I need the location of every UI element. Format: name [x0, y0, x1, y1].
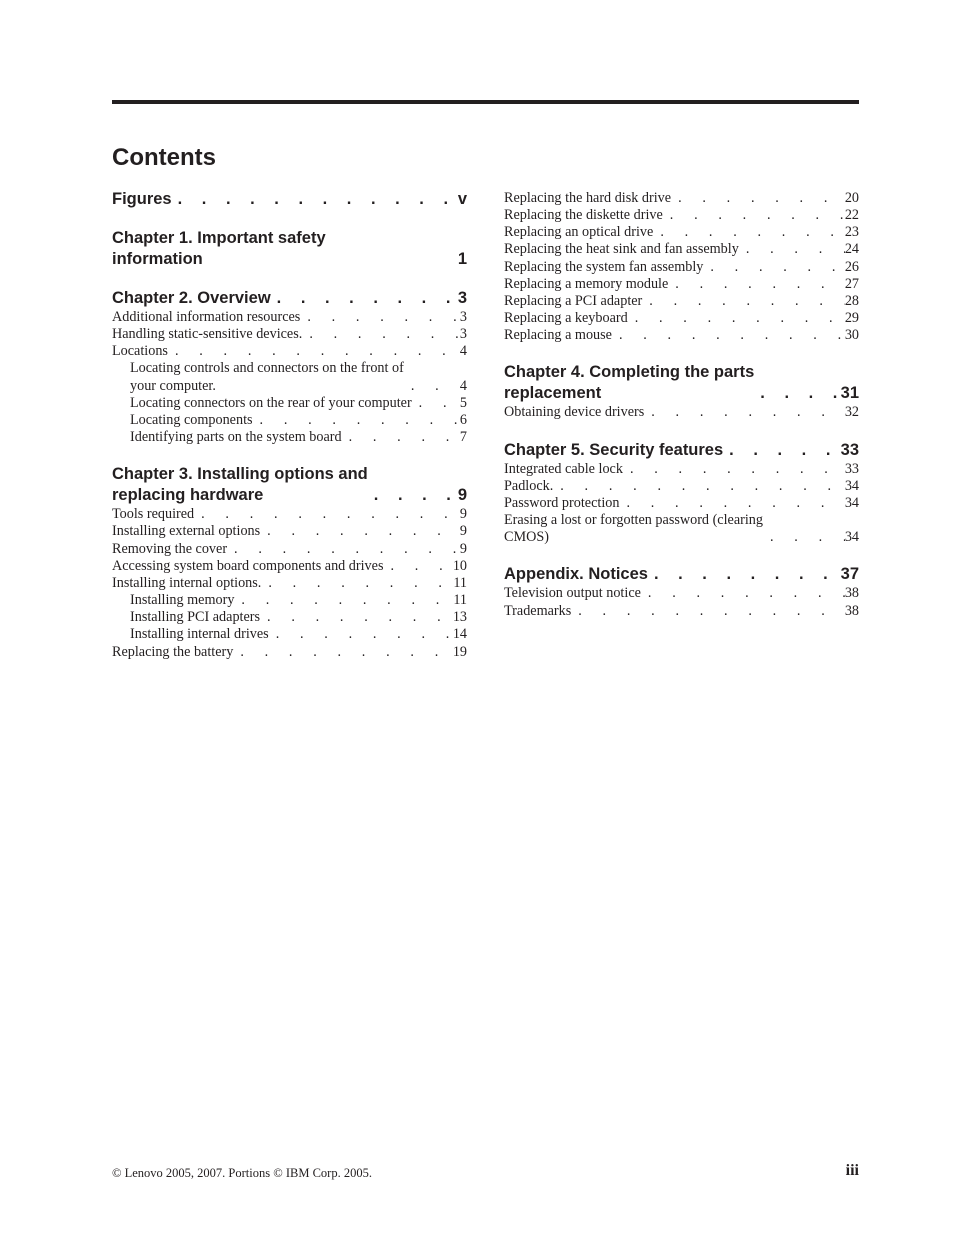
toc-label: Replacing the hard disk drive	[504, 190, 672, 206]
toc-page-number: 27	[844, 275, 859, 292]
toc-page-number: 3	[459, 309, 467, 325]
toc-page-number: 34	[844, 477, 859, 494]
dot-leader	[194, 506, 460, 523]
toc-page-number: 28	[844, 292, 859, 309]
dot-leader	[641, 585, 845, 602]
toc-page-number: 9	[459, 506, 467, 523]
toc-chapter-heading[interactable]	[504, 440, 859, 461]
toc-page-number: 19	[452, 643, 467, 660]
dot-leader	[412, 395, 460, 412]
toc-page-number: 9	[457, 486, 467, 505]
toc-entry[interactable]	[112, 506, 467, 523]
toc-label: Replacing the diskette drive	[504, 207, 663, 224]
toc-label: Replacing the heat sink and fan assembly	[504, 241, 739, 258]
dot-leader	[663, 207, 845, 224]
toc-entry[interactable]	[504, 276, 859, 293]
toc-page-number: 6	[459, 411, 467, 428]
toc-page-number: 24	[844, 241, 859, 258]
toc-page-number: 29	[844, 310, 859, 327]
toc-left-column	[112, 188, 467, 661]
dot-leader	[642, 293, 845, 310]
toc-subentry[interactable]	[112, 412, 467, 429]
toc-page-number: 22	[844, 207, 859, 224]
toc-entry[interactable]	[112, 523, 467, 540]
toc-entry[interactable]	[504, 224, 859, 241]
dot-leader	[619, 495, 844, 512]
toc-entry[interactable]	[504, 310, 859, 327]
footer-copyright: © Lenovo 2005, 2007. Portions © IBM Corp. 2005.	[112, 1166, 372, 1180]
toc-subentry[interactable]	[112, 592, 467, 609]
dot-leader	[383, 558, 452, 575]
toc-page-number: 9	[459, 523, 467, 540]
dot-leader	[653, 224, 845, 241]
page-title: Contents	[112, 144, 216, 171]
toc-page-number: 11	[453, 574, 467, 591]
dot-leader	[723, 440, 837, 461]
toc-label: Installing internal drives	[130, 626, 269, 643]
dot-leader	[612, 327, 845, 344]
toc-subentry[interactable]	[112, 429, 467, 446]
toc-label: Integrated cable lock	[504, 460, 623, 477]
toc-label: Replacing the battery	[112, 643, 234, 660]
toc-label: Tools required	[112, 506, 195, 523]
toc-entry[interactable]	[112, 541, 467, 558]
toc-entry[interactable]	[504, 241, 859, 258]
toc-page-number: 38	[844, 585, 859, 602]
dot-leader	[300, 309, 460, 326]
toc-label: Installing PCI adapters	[130, 609, 261, 626]
toc-label: Installing memory	[130, 592, 235, 609]
toc-page-number: 34	[844, 529, 859, 546]
toc-entry[interactable]	[504, 478, 859, 495]
toc-entry[interactable]	[504, 327, 859, 344]
toc-entry[interactable]	[112, 575, 467, 592]
toc-label: Additional information resources	[112, 309, 301, 325]
toc-label: Figures	[112, 190, 172, 208]
dot-leader	[644, 404, 845, 421]
toc-label: Identifying parts on the system board	[130, 429, 342, 446]
toc-page-number: 4	[459, 343, 467, 360]
toc-label: Locations	[112, 343, 168, 360]
toc-page-number: 30	[844, 327, 859, 344]
dot-leader	[342, 429, 460, 446]
dot-leader	[628, 310, 845, 327]
dot-leader	[261, 575, 453, 592]
toc-page-number: 9	[459, 540, 467, 557]
toc-entry[interactable]	[112, 644, 467, 661]
toc-chapter-heading[interactable]	[112, 288, 467, 309]
dot-leader	[648, 564, 838, 585]
toc-right-column	[504, 188, 859, 620]
toc-label: Replacing the system fan assembly	[504, 258, 704, 275]
toc-label: Installing external options	[112, 523, 261, 540]
dot-leader	[703, 259, 844, 276]
toc-page-number: 7	[459, 429, 467, 446]
dot-leader	[763, 529, 845, 546]
toc-label: Trademarks	[504, 602, 572, 619]
toc-page-number: 33	[840, 440, 859, 459]
dot-leader	[623, 461, 845, 478]
toc-entry[interactable]	[504, 293, 859, 310]
toc-label: Locating connectors on the rear of your computer	[130, 394, 412, 411]
toc-entry[interactable]	[504, 404, 859, 421]
toc-page-number: 31	[840, 384, 859, 403]
toc-page-number: 37	[840, 565, 859, 584]
toc-label: Chapter 4. Completing the parts replacement	[504, 363, 755, 403]
toc-page-number: 33	[844, 460, 859, 477]
toc-page-number: 23	[844, 224, 859, 241]
toc-page-number: 38	[844, 602, 859, 619]
toc-entry[interactable]	[504, 495, 859, 512]
dot-leader	[668, 276, 845, 293]
toc-entry[interactable]	[504, 207, 859, 224]
toc-entry[interactable]	[504, 603, 859, 620]
toc-page-number: 32	[844, 404, 859, 421]
toc-page-number: v	[457, 190, 467, 208]
toc-chapter-heading[interactable]	[112, 189, 467, 210]
toc-label: Installing internal options.	[112, 574, 262, 591]
toc-label: Removing the cover	[112, 540, 228, 557]
toc-label: Accessing system board components and drives	[112, 557, 384, 574]
toc-label: Appendix. Notices	[504, 565, 648, 584]
toc-page-number: 10	[452, 557, 467, 574]
toc-entry[interactable]	[112, 558, 467, 575]
toc-page-number: 3	[457, 289, 467, 307]
toc-page-number: 20	[844, 190, 859, 206]
toc-label: Chapter 2. Overview	[112, 289, 271, 307]
toc-chapter-heading[interactable]	[112, 228, 467, 270]
dot-leader	[553, 478, 845, 495]
toc-subentry[interactable]	[112, 395, 467, 412]
dot-leader	[302, 326, 460, 343]
dot-leader	[234, 592, 453, 609]
dot-leader	[269, 626, 453, 643]
toc-label: Locating controls and connectors on the front of your computer.	[130, 360, 404, 394]
toc-page-number: 1	[457, 250, 467, 268]
toc-subentry[interactable]	[112, 609, 467, 626]
toc-page-number: 13	[452, 609, 467, 626]
dot-leader	[754, 383, 837, 404]
header-rule	[112, 100, 859, 104]
toc-entry[interactable]	[504, 512, 859, 546]
toc-label: Replacing a keyboard	[504, 310, 628, 327]
dot-leader	[671, 190, 845, 207]
toc-page-number: 3	[459, 326, 467, 343]
toc-label: Replacing a PCI adapter	[504, 292, 643, 309]
dot-leader	[227, 541, 460, 558]
toc-label: Chapter 3. Installing options and replacing hardware	[112, 465, 368, 505]
dot-leader	[260, 523, 460, 540]
toc-subentry[interactable]	[112, 360, 467, 394]
dot-leader	[260, 609, 453, 626]
toc-page-number: 34	[844, 494, 859, 511]
footer-page-number: iii	[845, 1162, 859, 1179]
dot-leader	[168, 343, 460, 360]
toc-label: Password protection	[504, 494, 620, 511]
toc-label: Padlock.	[504, 477, 554, 494]
toc-page-number: 26	[844, 258, 859, 275]
dot-leader	[368, 485, 455, 506]
dot-leader	[571, 603, 845, 620]
toc-page-number: 4	[459, 377, 467, 394]
dot-leader	[404, 378, 460, 395]
toc-entry[interactable]	[112, 326, 467, 343]
toc-page-number: 14	[452, 626, 467, 643]
toc-chapter-heading[interactable]	[112, 464, 467, 506]
toc-label: Television output notice	[504, 585, 641, 602]
dot-leader	[172, 189, 455, 210]
toc-entry[interactable]	[504, 585, 859, 602]
toc-label: Replacing a mouse	[504, 327, 612, 344]
dot-leader	[233, 644, 452, 661]
toc-page-number: 5	[459, 394, 467, 411]
toc-chapter-heading[interactable]	[504, 362, 859, 404]
toc-entry[interactable]	[504, 190, 859, 207]
toc-label: Erasing a lost or forgotten password (clearing CMOS)	[504, 512, 763, 546]
toc-chapter-heading[interactable]	[504, 564, 859, 585]
toc-label: Handling static-sensitive devices.	[112, 326, 303, 343]
toc-label: Replacing an optical drive	[504, 224, 654, 241]
toc-label: Obtaining device drivers	[504, 404, 645, 421]
toc-label: Locating components	[130, 411, 253, 428]
dot-leader	[253, 412, 460, 429]
toc-label: Replacing a memory module	[504, 275, 669, 292]
toc-entry[interactable]	[112, 309, 467, 326]
toc-entry[interactable]	[504, 259, 859, 276]
toc-subentry[interactable]	[112, 626, 467, 643]
toc-entry[interactable]	[112, 343, 467, 360]
toc-page-number: 11	[453, 592, 467, 609]
dot-leader	[271, 288, 455, 309]
dot-leader	[739, 241, 845, 258]
toc-entry[interactable]	[504, 461, 859, 478]
toc-label: Chapter 1. Important safety information	[112, 229, 326, 268]
toc-label: Chapter 5. Security features	[504, 440, 724, 459]
